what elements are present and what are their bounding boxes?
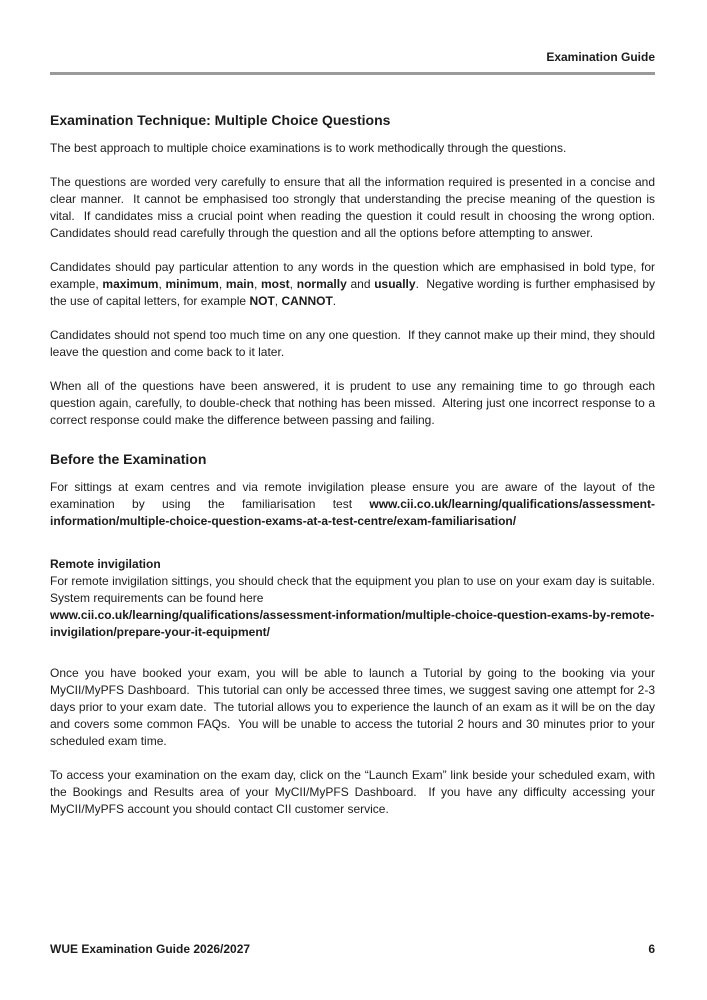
text-segment: Examination Technique: Multiple Choice Questions [50,112,391,128]
document-body [50,75,662,818]
it-equipment-url: www.cii.co.uk/learning/qualifications/assessment-information/multiple-choice-question-exams-by-remote-invigilation/prepare-your-it-equipment/ [50,608,655,639]
launch-exam-paragraph [50,767,659,818]
text-segment: Candidates should not spend too much time on any one question. If they cannot make up their mind, they should leave the question and come back to it later. [50,328,659,359]
text-segment: most [261,277,290,291]
text-segment: Remote invigilation [50,557,161,571]
remote-invigilation-heading [50,556,655,573]
bold-words-paragraph [50,259,659,310]
text-segment: To access your examination on the exam day, click on the “Launch Exam” link beside your scheduled exam, with the Bookings and Results area of your MyCII/MyPFS Dashboard. If you have any difficulty accessing your MyCII/MyPFS account you should contact CII customer service. [50,768,659,816]
technique-intro-paragraph [50,140,655,157]
text-segment: Candidates should pay particular attention to any words in the question which are emphasised in bold type, for example, [50,260,659,291]
page-header [50,0,655,66]
text-segment: Before the Examination [50,451,207,467]
text-segment: , [253,277,261,291]
footer-title: WUE Examination Guide 2026/2027 [50,942,251,956]
text-segment: , [158,277,166,291]
familiarisation-paragraph [50,479,659,530]
text-segment: normally [296,277,347,291]
text-segment: CANNOT [281,294,333,308]
text-segment: minimum [165,277,219,291]
familiarisation-url: www.cii.co.uk/learning/qualifications/assessment-information/multiple-choice-question-exams-at-a-test-centre/exam-familiarisation/ [50,497,655,528]
text-segment: maximum [102,277,159,291]
time-management-paragraph [50,327,659,361]
tutorial-paragraph [50,665,659,750]
text-segment: NOT [249,294,275,308]
text-segment: . Negative wording is further emphasised by the use of capital letters, for example [50,277,659,308]
header-title: Examination Guide [546,50,655,64]
text-segment: and [346,277,375,291]
text-segment: When all of the questions have been answered, it is prudent to use any remaining time to go through each question again, carefully, to double-check that nothing has been missed. Altering just one incorrect response to a correct response could make the difference between passing and failing. [50,379,659,427]
text-segment: The best approach to multiple choice examinations is to work methodically through the questions. [50,141,567,155]
text-segment: usually [374,277,416,291]
text-segment: For sittings at exam centres and via remote invigilation please ensure you are aware of the layout of the examination by using the familiarisation test [50,480,659,511]
text-segment: , [218,277,226,291]
text-segment: main [225,277,254,291]
text-segment: For remote invigilation sittings, you should check that the equipment you plan to use on your exam day is suitable. System requirements can be found here [50,574,662,605]
text-segment: Once you have booked your exam, you will be able to launch a Tutorial by going to the booking via your MyCII/MyPFS Dashboard. This tutorial can only be accessed three times, we suggest saving one attempt for 2-3 days prior to your exam date. The tutorial allows you to experience the launch of an exam as it will be on the day and covers some common FAQs. You will be unable to access the tutorial 2 hours and 30 minutes prior to your scheduled exam time. [50,666,659,748]
question-wording-paragraph [50,174,662,242]
system-requirements-paragraph [50,573,662,641]
technique-heading [50,75,655,130]
footer-page-number: 6 [648,942,655,956]
text-segment: The questions are worded very carefully to ensure that all the information required is presented in a concise and clear manner. It cannot be emphasised too strongly that understanding the precise meaning of the question is vital. If candidates miss a crucial point when reading the question it could result in choosing the wrong option. Candidates should read carefully through the question and all the options before attempting to answer. [50,175,662,240]
text-segment: , [289,277,297,291]
text-segment: , [274,294,282,308]
page-footer [50,941,655,958]
review-answers-paragraph [50,378,659,429]
text-segment: . [332,294,337,308]
before-examination-heading [50,446,655,469]
